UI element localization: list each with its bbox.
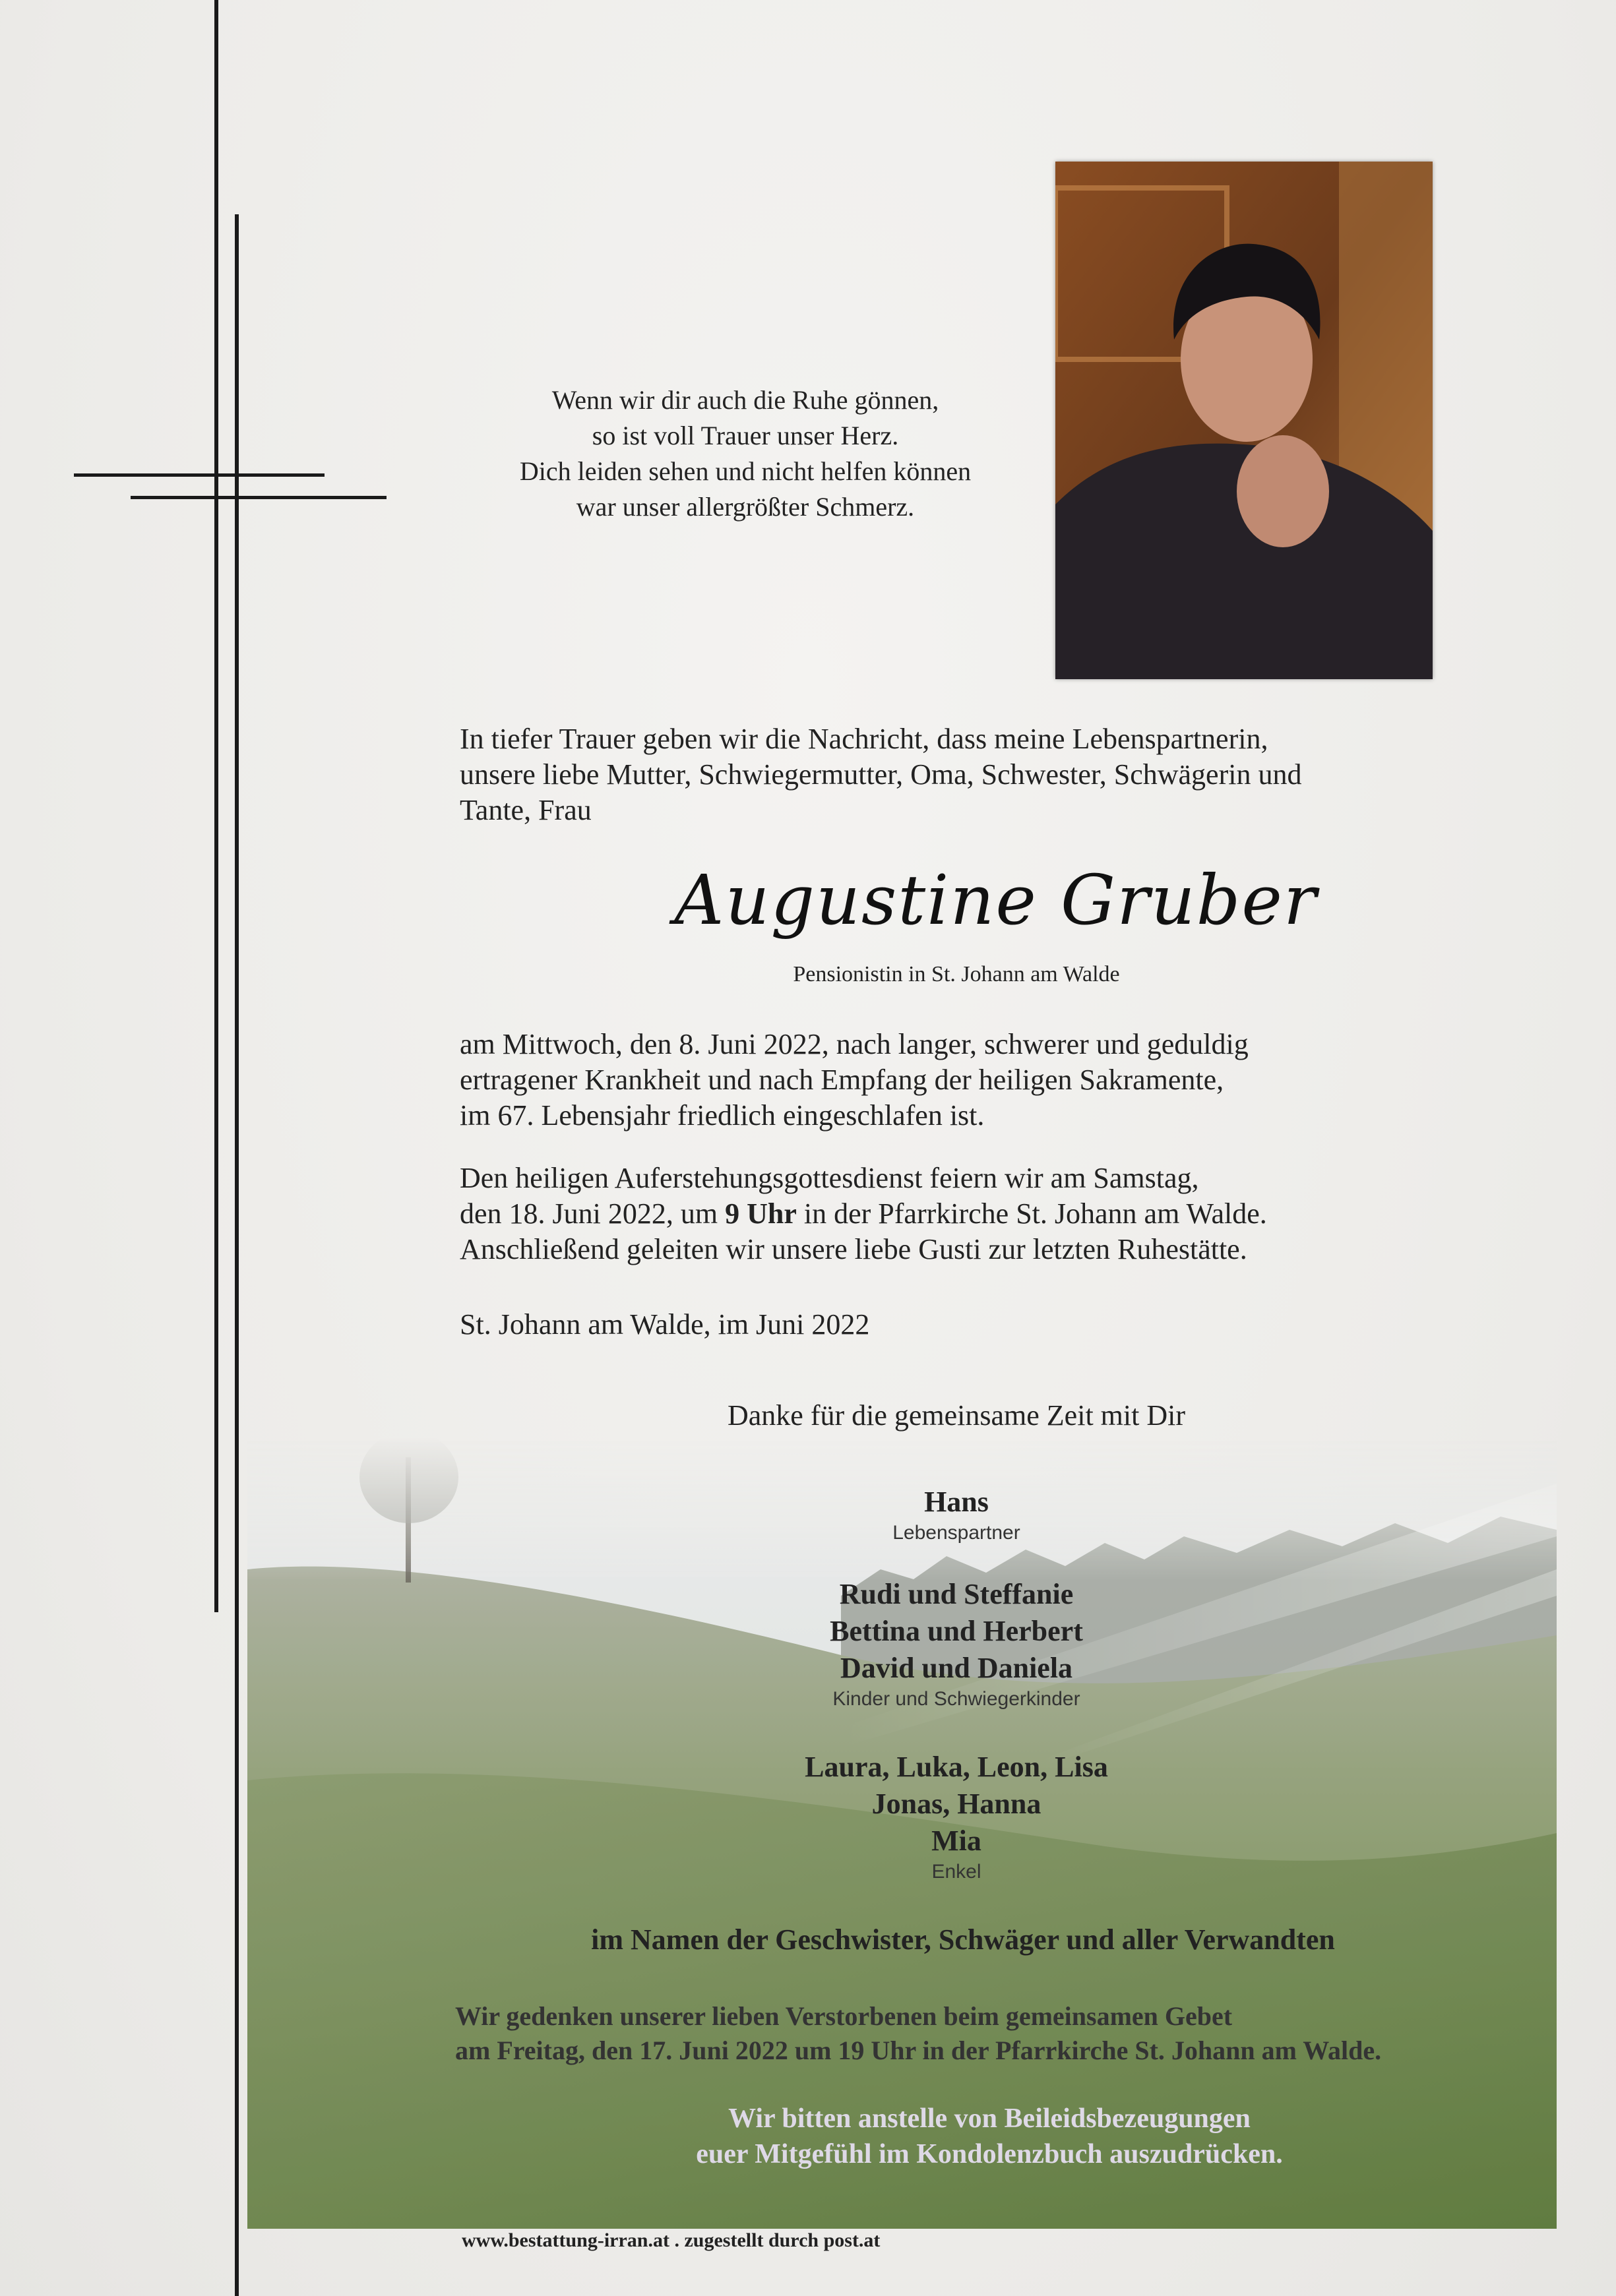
mourner-name: Jonas, Hanna [871,1788,1041,1820]
announcement-paragraph [460,721,1462,828]
mourner-name: Hans [924,1486,989,1518]
relatives-line: im Namen der Geschwister, Schwäger und aller Verwandten [591,1923,1335,1956]
death-details-line: am Mittwoch, den 8. Juni 2022, nach langer, schwerer und geduldig [460,1028,1249,1060]
death-details-line: ertragener Krankheit und nach Empfang der heiligen Sakramente, [460,1064,1224,1096]
portrait-photo [1055,162,1433,679]
mourner-group-grandchildren [528,1749,1385,1885]
mourner-name: David und Daniela [840,1652,1073,1684]
funeral-line: Anschließend geleiten wir unsere liebe Gusti zur letzten Ruhestätte. [460,1233,1247,1265]
funeral-line-before: den 18. Juni 2022, um [460,1197,726,1230]
mourner-name: Rudi und Steffanie [839,1578,1074,1610]
footer-url: www.bestattung-irran.at . zugestellt durch post.at [462,2229,881,2251]
memorial-verse [422,382,1069,525]
place-date: St. Johann am Walde, im Juni 2022 [460,1308,870,1341]
mourner-role: Kinder und Schwiegerkinder [832,1688,1080,1710]
deceased-occupation: Pensionistin in St. Johann am Walde [793,962,1120,986]
request-line: Wir bitten anstelle von Beileidsbezeugungen [728,2103,1251,2134]
death-details-line: im 67. Lebensjahr friedlich eingeschlafen ist. [460,1099,985,1132]
funeral-line-after: in der Pfarrkirche St. Johann am Walde. [796,1197,1267,1230]
cross-right-vertical [235,214,239,2296]
cross-upper-bar [74,473,325,477]
mourner-group-children [528,1576,1385,1712]
prayer-notice [455,1999,1530,2068]
mourner-name: Mia [931,1825,981,1857]
mourner-name: Bettina und Herbert [830,1615,1083,1647]
cross-lower-bar [131,496,387,499]
verse-line: war unser allergrößter Schmerz. [576,492,915,522]
prayer-line: Wir gedenken unserer lieben Verstorbenen beim gemeinsamen Gebet [455,2001,1233,2031]
cross-left-vertical [214,0,218,1612]
thanks-line: Danke für die gemeinsame Zeit mit Dir [728,1399,1185,1432]
prayer-line: am Freitag, den 17. Juni 2022 um 19 Uhr in der Pfarrkirche St. Johann am Walde. [455,2036,1382,2065]
mourner-group-partner [528,1484,1385,1546]
mourner-role: Enkel [931,1861,981,1883]
funeral-time: 9 Uhr [725,1197,797,1230]
funeral-paragraph [460,1161,1462,1267]
announcement-line: Tante, Frau [460,794,592,826]
condolence-request [501,2101,1477,2172]
funeral-line: Den heiligen Auferstehungsgottesdienst feiern wir am Samstag, [460,1162,1199,1194]
announcement-line: unsere liebe Mutter, Schwiegermutter, Oma, Schwester, Schwägerin und [460,758,1302,791]
death-details-paragraph [460,1027,1462,1133]
funeral-line [460,1196,1462,1232]
deceased-name: Augustine Gruber [674,860,1318,940]
announcement-line: In tiefer Trauer geben wir die Nachricht, dass meine Lebenspartnerin, [460,723,1268,755]
verse-line: so ist voll Trauer unser Herz. [592,421,899,450]
verse-line: Wenn wir dir auch die Ruhe gönnen, [551,385,939,415]
mourner-role: Lebenspartner [892,1522,1020,1544]
request-line: euer Mitgefühl im Kondolenzbuch auszudrücken. [696,2139,1283,2169]
verse-line: Dich leiden sehen und nicht helfen können [519,456,972,486]
mourner-name: Laura, Luka, Leon, Lisa [805,1751,1108,1783]
